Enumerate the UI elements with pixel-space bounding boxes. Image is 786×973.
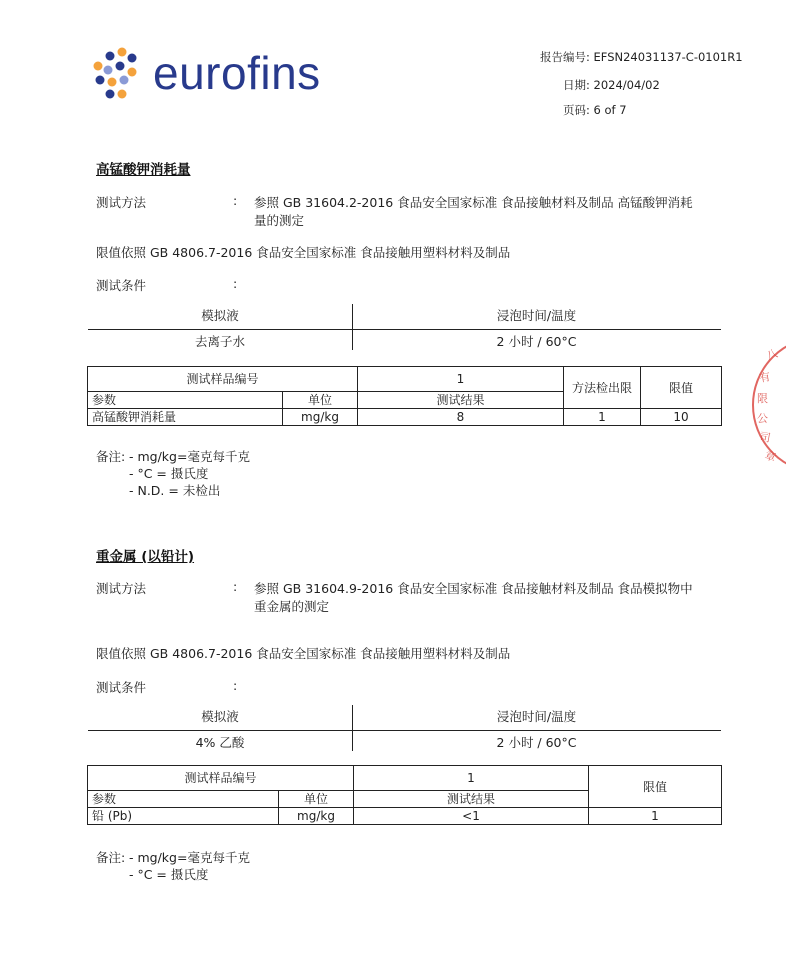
- section2-result-label: 测试结果: [354, 791, 589, 808]
- table-row: [88, 409, 722, 426]
- section2-note-2: - °C = 摄氏度: [129, 867, 209, 882]
- section1-method-line2: 量的测定: [254, 213, 305, 228]
- section2-row-limit: 1: [589, 808, 722, 825]
- section1-title: 高锰酸钾消耗量: [96, 162, 191, 178]
- section2-condition-head-time: 浸泡时间/温度: [496, 709, 577, 724]
- section1-sample-no: 1: [358, 367, 564, 392]
- section2-title: 重金属 (以铅计): [96, 549, 195, 565]
- section1-row-mdl: 1: [564, 409, 641, 426]
- section1-condition-head-time: 浸泡时间/温度: [496, 308, 577, 323]
- svg-text:限: 限: [757, 392, 768, 405]
- page-label: 页码:: [563, 103, 590, 117]
- section2-method-label: 测试方法: [96, 581, 147, 596]
- table-row: [88, 808, 722, 825]
- section1-method-colon: :: [233, 193, 238, 208]
- section2-sample-no: 1: [354, 766, 589, 791]
- section1-condition-medium: 去离子水: [194, 334, 245, 349]
- section1-note-1: - mg/kg=毫克每千克: [129, 449, 250, 464]
- brand-name: eurofins: [153, 47, 321, 99]
- section1-note-2: - °C = 摄氏度: [129, 466, 209, 481]
- section2-method-line2: 重金属的测定: [254, 599, 330, 614]
- date-label: 日期:: [563, 78, 590, 92]
- section2-condition-rule: [88, 730, 721, 731]
- section1-condition-colon: :: [233, 276, 238, 291]
- section2-row-result: <1: [354, 808, 589, 825]
- report-number: EFSN24031137-C-0101R1: [593, 50, 743, 64]
- section1-note-3: - N.D. = 未检出: [129, 483, 221, 498]
- svg-text:章: 章: [762, 448, 778, 465]
- section2-condition-medium: 4% 乙酸: [195, 735, 245, 750]
- section1-notes-label: 备注:: [96, 449, 126, 464]
- seal-stamp-icon: [746, 330, 786, 480]
- svg-text:司: 司: [758, 430, 772, 445]
- section1-condition-rule: [88, 329, 721, 330]
- section1-result-table: [87, 366, 722, 426]
- section2-limit-label: 限值: [589, 766, 722, 808]
- section2-row-unit: mg/kg: [279, 808, 354, 825]
- section1-row-limit: 10: [641, 409, 722, 426]
- section1-row-unit: mg/kg: [283, 409, 358, 426]
- section2-unit-label: 单位: [279, 791, 354, 808]
- page-line: [563, 102, 627, 118]
- svg-text:有: 有: [758, 370, 772, 385]
- section2-method-colon: :: [233, 579, 238, 594]
- section1-method-label: 测试方法: [96, 195, 147, 210]
- report-number-label: 报告编号:: [540, 50, 590, 64]
- section2-notes-label: 备注:: [96, 850, 126, 865]
- section1-mdl-label: 方法检出限: [564, 367, 641, 409]
- section2-method-line1: 参照 GB 31604.9-2016 食品安全国家标准 食品接触材料及制品 食品模拟物中: [254, 581, 693, 596]
- section2-condition-label: 测试条件: [96, 680, 147, 695]
- section2-row-param: 铅 (Pb): [88, 808, 279, 825]
- section1-row-result: 8: [358, 409, 564, 426]
- section2-condition-head-medium: 模拟液: [201, 709, 239, 724]
- page-number: 6 of 7: [593, 103, 627, 117]
- svg-text:八: 八: [764, 346, 780, 363]
- section1-row-param: 高锰酸钾消耗量: [88, 409, 283, 426]
- date-value: 2024/04/02: [593, 78, 660, 92]
- section2-condition-time: 2 小时 / 60°C: [496, 735, 577, 750]
- date-line: [563, 77, 660, 93]
- section2-condition-colon: :: [233, 678, 238, 693]
- section2-param-label: 参数: [88, 791, 279, 808]
- section1-condition-head-medium: 模拟液: [201, 308, 239, 323]
- section1-condition-label: 测试条件: [96, 278, 147, 293]
- section1-unit-label: 单位: [283, 392, 358, 409]
- section1-limit-reference: 限值依照 GB 4806.7-2016 食品安全国家标准 食品接触用塑料材料及制品: [96, 245, 511, 260]
- section1-result-label: 测试结果: [358, 392, 564, 409]
- section1-condition-time: 2 小时 / 60°C: [496, 334, 577, 349]
- section2-result-table: [87, 765, 722, 825]
- section1-limit-label: 限值: [641, 367, 722, 409]
- section1-param-label: 参数: [88, 392, 283, 409]
- section2-limit-reference: 限值依照 GB 4806.7-2016 食品安全国家标准 食品接触用塑料材料及制品: [96, 646, 511, 661]
- section2-sample-no-label: 测试样品编号: [88, 766, 354, 791]
- report-number-line: [540, 49, 743, 65]
- section2-note-1: - mg/kg=毫克每千克: [129, 850, 250, 865]
- section1-method-line1: 参照 GB 31604.2-2016 食品安全国家标准 食品接触材料及制品 高锰酸钾消耗: [254, 195, 693, 210]
- svg-text:公: 公: [757, 412, 768, 425]
- section1-sample-no-label: 测试样品编号: [88, 367, 358, 392]
